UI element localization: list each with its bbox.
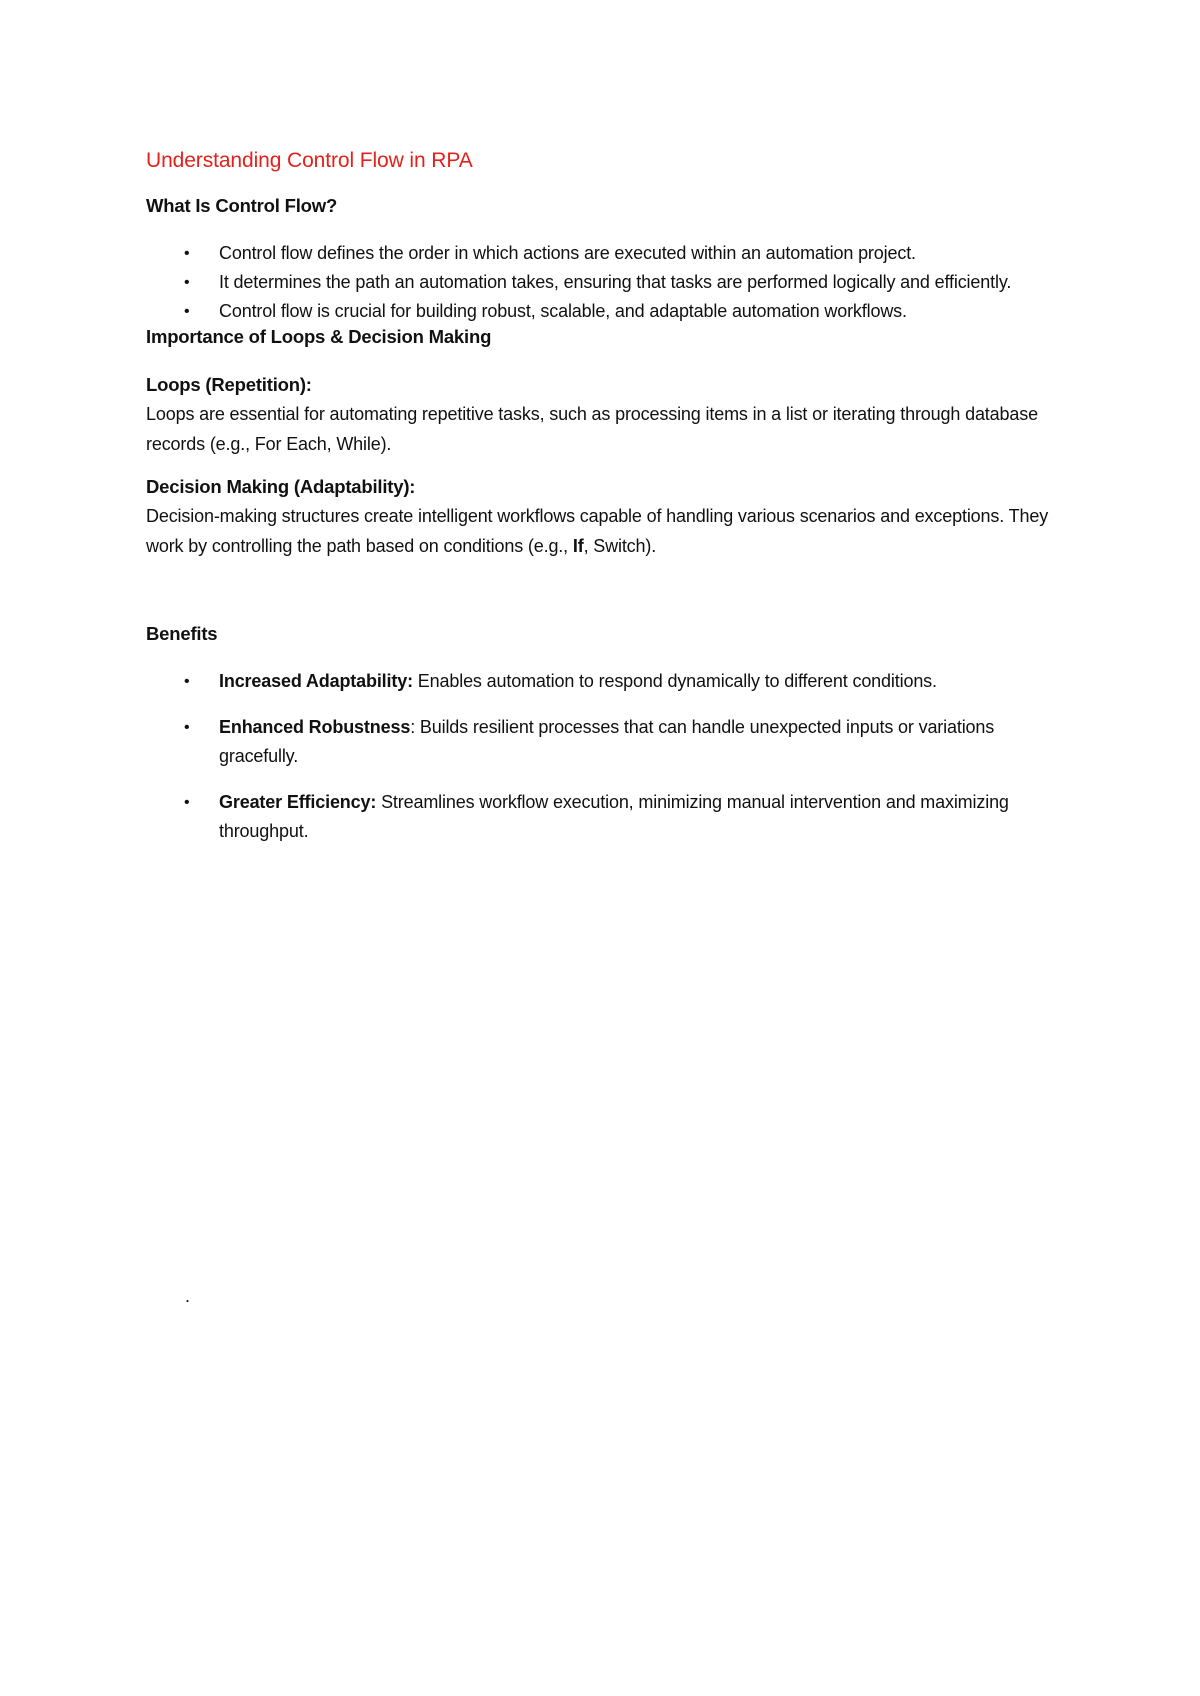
list-item-text: Control flow is crucial for building robust, scalable, and adaptable automation workflows. [219,301,907,322]
control-flow-bullet-list [146,239,1076,326]
loops-paragraph: Loops are essential for automating repetitive tasks, such as processing items in a list or iterating through database records (e.g., For Each, While). [146,403,1038,454]
stray-period-mark: . [185,1286,191,1306]
list-item [146,713,1076,771]
decision-text-end: , Switch). [583,535,657,556]
benefit-text: Streamlines workflow execution, minimizing manual intervention and maximizing throughput. [219,791,1009,841]
heading-importance: Importance of Loops & Decision Making [146,326,492,348]
decision-block [146,473,1076,561]
document-title: Understanding Control Flow in RPA [146,149,473,172]
benefit-lead: Greater Efficiency: [219,791,377,812]
list-item [146,297,1076,326]
loops-block [146,371,1076,459]
benefit-text: Enables automation to respond dynamically to different conditions. [412,670,937,691]
decision-heading: Decision Making (Adaptability): [146,475,416,497]
bullet-icon: • [184,274,190,292]
list-item [146,667,1076,696]
benefit-text: : Builds resilient processes that can handle unexpected inputs or variations gracefully. [219,716,995,766]
decision-paragraph [146,501,1076,561]
document-body [146,148,1076,863]
bullet-icon: • [184,793,190,811]
heading-benefits: Benefits [146,622,218,644]
list-item [146,788,1076,846]
list-item-text: It determines the path an automation takes, ensuring that tasks are performed logically and efficiently. [219,272,1012,293]
list-item [146,239,1076,268]
bullet-icon: • [184,245,190,263]
decision-text-start: Decision-making structures create intelligent workflows capable of handling various scenarios and exceptions. They work by controlling the path based on conditions (e.g., [146,505,1049,556]
benefit-lead: Enhanced Robustness [219,716,411,737]
list-item [146,268,1076,297]
loops-heading: Loops (Repetition): [146,373,312,395]
decision-bold-term: If [572,535,584,556]
benefits-bullet-list [146,667,1076,846]
benefit-lead: Increased Adaptability: [219,670,413,691]
heading-what-is-control-flow: What Is Control Flow? [146,195,338,217]
bullet-icon: • [184,303,190,321]
bullet-icon: • [184,718,190,736]
bullet-icon: • [184,672,190,690]
list-item-text: Control flow defines the order in which actions are executed within an automation project. [219,243,916,264]
